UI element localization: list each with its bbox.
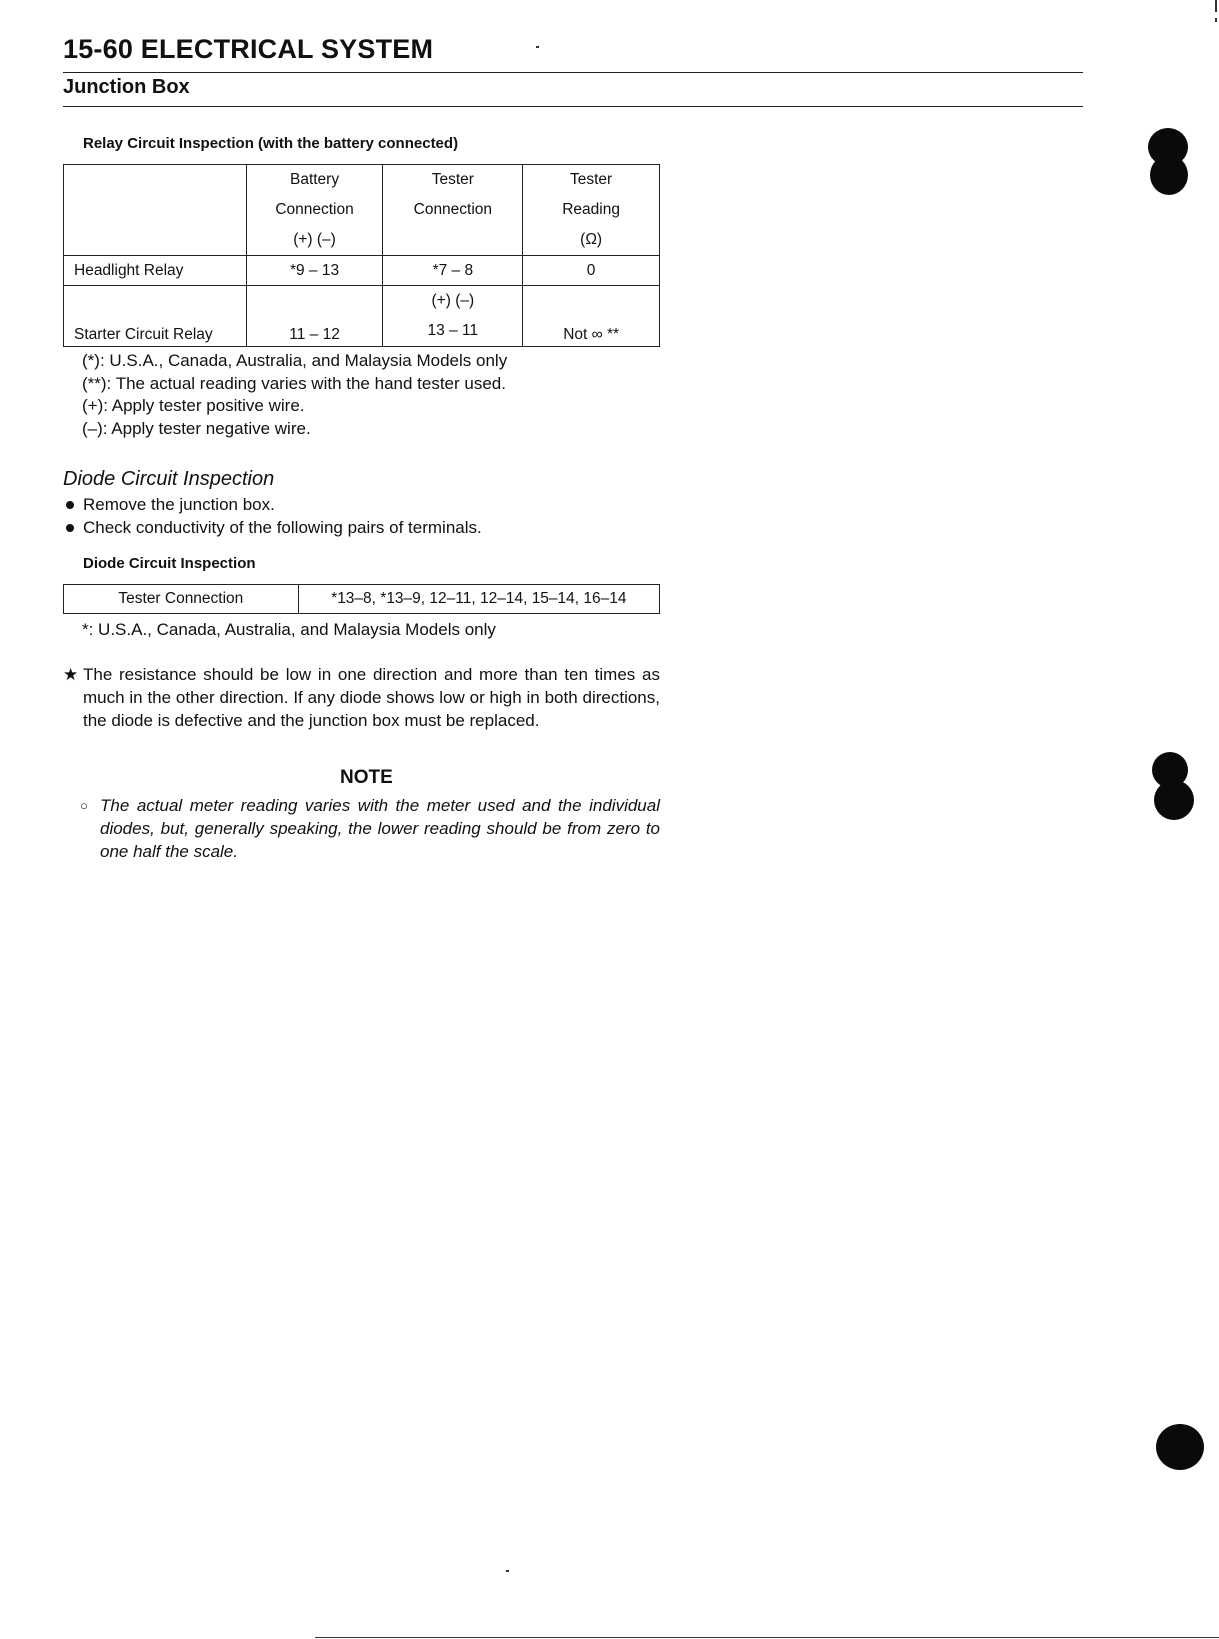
circle-bullet-icon: ○ (80, 798, 88, 813)
relay-table-caption: Relay Circuit Inspection (with the battery connected) (83, 135, 459, 152)
bottom-edge-line (315, 1637, 1219, 1638)
scan-speck (1215, 0, 1217, 12)
table-row-headlight-relay (64, 256, 660, 286)
diode-resistance-paragraph (63, 664, 660, 732)
tester-connection-value: *7 – 8 (383, 256, 523, 286)
scan-speck (536, 46, 539, 48)
row-label: Headlight Relay (64, 256, 247, 286)
punch-hole-icon (1150, 155, 1188, 195)
tester-polarity: (+) (–) (431, 292, 475, 309)
table-row (64, 585, 660, 614)
battery-connection-value: 11 – 12 (246, 286, 383, 347)
tester-connection-value (383, 286, 523, 347)
diode-circuit-table (63, 584, 660, 614)
diode-footnote: *: U.S.A., Canada, Australia, and Malaysia Models only (82, 620, 496, 639)
note-text: The actual meter reading varies with the meter used and the individual diodes, but, generally speaking, the lower reading should be from zero to one half the scale. (100, 796, 660, 861)
list-item: Remove the junction box. (63, 493, 482, 516)
footnote: (**): The actual reading varies with the hand tester used. (82, 373, 506, 393)
list-item: Check conductivity of the following pairs of terminals. (63, 516, 482, 539)
tester-connection-terminals: *13–8, *13–9, 12–11, 12–14, 15–14, 16–14 (298, 585, 659, 614)
note-title: NOTE (340, 767, 393, 788)
relay-footnotes (82, 350, 507, 440)
tester-reading-value: 0 (523, 256, 660, 286)
relay-header-blank (64, 165, 247, 256)
punch-hole-icon (1154, 780, 1194, 820)
footnote: (–): Apply tester negative wire. (82, 418, 311, 438)
diode-table-caption: Diode Circuit Inspection (83, 555, 256, 572)
diode-steps-list (63, 493, 482, 539)
tester-terminals: 13 – 11 (427, 322, 479, 339)
relay-header-row (64, 165, 660, 256)
scan-speck (1215, 18, 1217, 22)
battery-connection-value: *9 – 13 (246, 256, 383, 286)
column-header-tester-reading: Tester Reading (Ω) (523, 165, 660, 256)
tester-connection-label: Tester Connection (64, 585, 299, 614)
table-row-starter-circuit-relay (64, 286, 660, 347)
footnote: (*): U.S.A., Canada, Australia, and Malaysia Models only (82, 351, 508, 370)
row-label: Starter Circuit Relay (64, 286, 247, 347)
scan-speck (506, 1570, 509, 1572)
paragraph-text: The resistance should be low in one direction and more than ten times as much in the other direction. If any diode shows low or high in both directions, the diode is defective and the junction box must be replaced. (83, 665, 660, 730)
footnote: (+): Apply tester positive wire. (82, 396, 305, 415)
note-body (80, 795, 660, 863)
page-title: 15-60 ELECTRICAL SYSTEM (63, 34, 434, 64)
relay-circuit-table (63, 164, 660, 347)
diode-section-heading: Diode Circuit Inspection (63, 468, 275, 490)
column-header-tester-connection: Tester Connection (383, 165, 523, 256)
star-icon: ★ (63, 665, 79, 684)
tester-reading-value: Not ∞ ** (523, 286, 660, 347)
section-title: Junction Box (63, 76, 190, 98)
header-rule (63, 72, 1083, 73)
punch-hole-icon (1156, 1424, 1204, 1470)
column-header-battery-connection: Battery Connection (+) (–) (246, 165, 383, 256)
section-rule (63, 106, 1083, 107)
